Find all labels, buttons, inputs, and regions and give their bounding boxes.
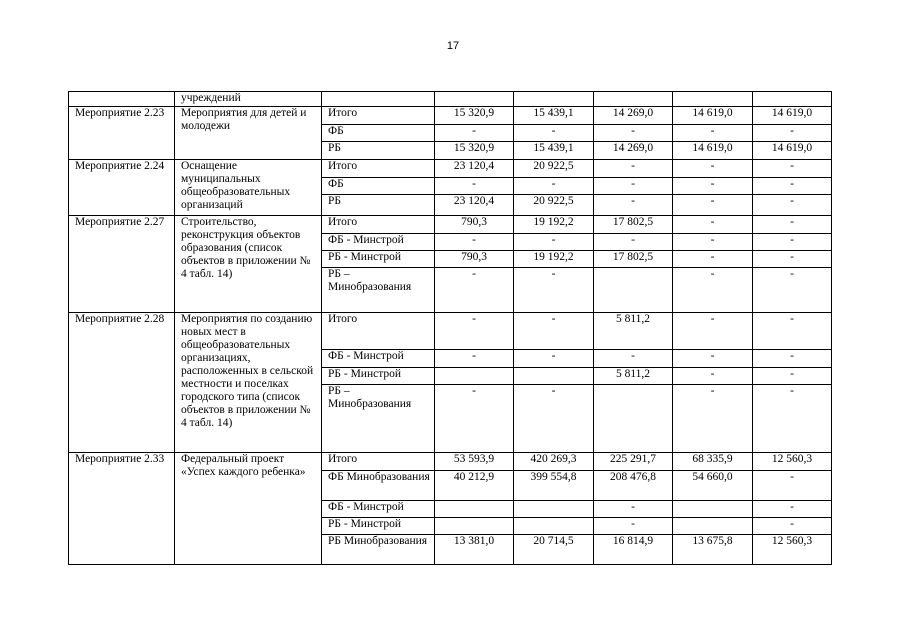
value-cell: -: [594, 195, 673, 216]
table-row: [69, 216, 832, 234]
value-cell: -: [594, 501, 673, 518]
empty-cell: [514, 92, 594, 107]
value-cell: 15 320,9: [435, 142, 514, 160]
value-cell: 12 560,3: [753, 535, 832, 565]
table-row: [69, 453, 832, 471]
value-cell: 23 120,4: [435, 195, 514, 216]
value-cell: 14 619,0: [753, 107, 832, 125]
value-cell: -: [435, 385, 514, 453]
value-cell: 19 192,2: [514, 216, 594, 234]
value-cell: 12 560,3: [753, 453, 832, 471]
value-cell: 20 922,5: [514, 160, 594, 178]
measure-id-cell: Мероприятие 2.24: [69, 160, 175, 216]
funding-source-cell: РБ Минобразования: [322, 535, 435, 565]
value-cell: [435, 518, 514, 535]
value-cell: -: [753, 195, 832, 216]
value-cell: -: [594, 234, 673, 251]
funding-source-cell: ФБ - Минстрой: [322, 350, 435, 368]
measure-name-cell: Федеральный проект «Успех каждого ребенка»: [175, 453, 322, 565]
empty-cell: [753, 92, 832, 107]
value-cell: -: [673, 234, 753, 251]
value-cell: -: [753, 234, 832, 251]
value-cell: 20 714,5: [514, 535, 594, 565]
value-cell: 53 593,9: [435, 453, 514, 471]
value-cell: -: [514, 268, 594, 313]
value-cell: [594, 268, 673, 313]
funding-source-cell: РБ - Минстрой: [322, 518, 435, 535]
value-cell: -: [753, 178, 832, 195]
value-cell: -: [514, 313, 594, 350]
value-cell: 5 811,2: [594, 368, 673, 385]
funding-source-cell: РБ – Минобразования: [322, 268, 435, 313]
value-cell: 40 212,9: [435, 471, 514, 501]
value-cell: -: [514, 385, 594, 453]
budget-table: [68, 91, 832, 565]
value-cell: -: [514, 125, 594, 142]
funding-source-cell: ФБ - Минстрой: [322, 501, 435, 518]
value-cell: [435, 501, 514, 518]
value-cell: -: [435, 178, 514, 195]
table-row: [69, 160, 832, 178]
value-cell: -: [435, 313, 514, 350]
funding-source-cell: РБ - Минстрой: [322, 251, 435, 268]
measure-name-cell: Мероприятия для детей и молодежи: [175, 107, 322, 160]
value-cell: 5 811,2: [594, 313, 673, 350]
measure-id-cell: Мероприятие 2.28: [69, 313, 175, 453]
value-cell: 19 192,2: [514, 251, 594, 268]
value-cell: 17 802,5: [594, 216, 673, 234]
value-cell: -: [753, 268, 832, 313]
value-cell: -: [673, 368, 753, 385]
funding-source-cell: Итого: [322, 216, 435, 234]
measure-name-cell: Оснащение муниципальных общеобразовательных организаций: [175, 160, 322, 216]
value-cell: -: [673, 385, 753, 453]
value-cell: 790,3: [435, 251, 514, 268]
value-cell: -: [753, 518, 832, 535]
value-cell: -: [435, 350, 514, 368]
value-cell: 20 922,5: [514, 195, 594, 216]
value-cell: [514, 518, 594, 535]
value-cell: 790,3: [435, 216, 514, 234]
funding-source-cell: Итого: [322, 453, 435, 471]
value-cell: -: [753, 160, 832, 178]
value-cell: -: [435, 268, 514, 313]
value-cell: 399 554,8: [514, 471, 594, 501]
funding-source-cell: ФБ: [322, 125, 435, 142]
value-cell: -: [753, 125, 832, 142]
funding-source-cell: Итого: [322, 313, 435, 350]
value-cell: -: [514, 234, 594, 251]
funding-source-cell: РБ: [322, 195, 435, 216]
value-cell: -: [514, 350, 594, 368]
measure-name-cell: учреждений: [175, 92, 322, 107]
value-cell: [435, 368, 514, 385]
value-cell: -: [594, 350, 673, 368]
empty-cell: [435, 92, 514, 107]
empty-cell: [594, 92, 673, 107]
value-cell: 225 291,7: [594, 453, 673, 471]
empty-cell: [322, 92, 435, 107]
value-cell: -: [673, 195, 753, 216]
value-cell: 54 660,0: [673, 471, 753, 501]
value-cell: -: [594, 125, 673, 142]
table-row: [69, 92, 832, 107]
measure-id-cell: [69, 92, 175, 107]
value-cell: [594, 385, 673, 453]
table-body: [69, 92, 832, 565]
value-cell: [514, 368, 594, 385]
value-cell: -: [753, 385, 832, 453]
value-cell: 16 814,9: [594, 535, 673, 565]
funding-source-cell: Итого: [322, 160, 435, 178]
empty-cell: [673, 92, 753, 107]
value-cell: -: [753, 313, 832, 350]
value-cell: 14 269,0: [594, 142, 673, 160]
value-cell: 15 439,1: [514, 142, 594, 160]
value-cell: 14 619,0: [753, 142, 832, 160]
value-cell: 23 120,4: [435, 160, 514, 178]
value-cell: -: [594, 178, 673, 195]
page-number: 17: [446, 40, 460, 52]
value-cell: -: [753, 368, 832, 385]
measure-id-cell: Мероприятие 2.33: [69, 453, 175, 565]
funding-source-cell: РБ – Минобразования: [322, 385, 435, 453]
value-cell: -: [673, 350, 753, 368]
value-cell: -: [514, 178, 594, 195]
value-cell: -: [673, 268, 753, 313]
value-cell: -: [594, 160, 673, 178]
value-cell: 14 269,0: [594, 107, 673, 125]
value-cell: 14 619,0: [673, 142, 753, 160]
value-cell: 68 335,9: [673, 453, 753, 471]
funding-source-cell: ФБ - Минстрой: [322, 234, 435, 251]
funding-source-cell: Итого: [322, 107, 435, 125]
value-cell: 15 320,9: [435, 107, 514, 125]
value-cell: -: [753, 471, 832, 501]
funding-source-cell: РБ: [322, 142, 435, 160]
value-cell: -: [673, 160, 753, 178]
value-cell: 14 619,0: [673, 107, 753, 125]
funding-source-cell: ФБ: [322, 178, 435, 195]
value-cell: [673, 501, 753, 518]
value-cell: 420 269,3: [514, 453, 594, 471]
funding-source-cell: РБ - Минстрой: [322, 368, 435, 385]
value-cell: -: [673, 178, 753, 195]
value-cell: -: [753, 216, 832, 234]
value-cell: -: [673, 251, 753, 268]
table-row: [69, 107, 832, 125]
value-cell: -: [594, 518, 673, 535]
table-row: [69, 313, 832, 350]
value-cell: -: [753, 251, 832, 268]
measure-name-cell: Строительство, реконструкция объектов образования (список объектов в приложении № 4 табл. 14): [175, 216, 322, 313]
measure-name-cell: Мероприятия по созданию новых мест в общеобразовательных организациях, расположенных в сельской местности и поселках городского типа (список объектов в приложении № 4 табл. 14): [175, 313, 322, 453]
value-cell: -: [435, 125, 514, 142]
measure-id-cell: Мероприятие 2.27: [69, 216, 175, 313]
value-cell: -: [673, 216, 753, 234]
value-cell: 17 802,5: [594, 251, 673, 268]
value-cell: [673, 518, 753, 535]
value-cell: 15 439,1: [514, 107, 594, 125]
value-cell: -: [753, 350, 832, 368]
value-cell: 208 476,8: [594, 471, 673, 501]
measure-id-cell: Мероприятие 2.23: [69, 107, 175, 160]
value-cell: [514, 501, 594, 518]
value-cell: 13 381,0: [435, 535, 514, 565]
value-cell: -: [673, 125, 753, 142]
value-cell: -: [753, 501, 832, 518]
value-cell: -: [435, 234, 514, 251]
funding-source-cell: ФБ Минобразования: [322, 471, 435, 501]
value-cell: 13 675,8: [673, 535, 753, 565]
value-cell: -: [673, 313, 753, 350]
